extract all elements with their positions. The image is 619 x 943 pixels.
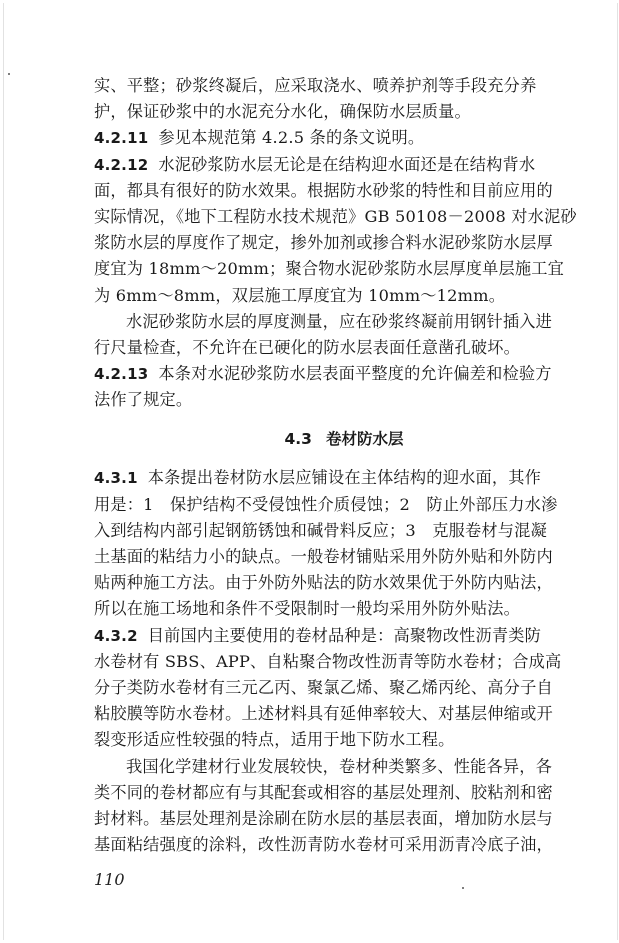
clause-number: 4.2.11: [94, 129, 149, 148]
text-line: [94, 806, 594, 832]
text-line: [94, 544, 594, 570]
text-line: [94, 570, 594, 596]
page-body: [94, 73, 594, 858]
line-text: 水泥砂浆防水层无论是在结构迎水面还是在结构背水: [158, 154, 536, 174]
line-text: 度宜为 18mm～20mm；聚合物水泥砂浆防水层厚度单层施工宜: [94, 259, 565, 279]
section-heading: [94, 413, 594, 465]
line-text: 贴两种施工方法。由于外防外贴法的防水效果优于外防内贴法，: [94, 573, 553, 593]
line-text: 为 6mm～8mm，双层施工厚度宜为 10mm～12mm。: [94, 285, 506, 305]
line-text: 土基面的粘结力小的缺点。一般卷材铺贴采用外防外贴和外防内: [94, 547, 553, 566]
line-text: 裂变形适应性较强的特点，适用于地下防水工程。: [94, 730, 455, 750]
text-line: [94, 596, 594, 622]
clause-line: [94, 152, 594, 178]
line-text: 目前国内主要使用的卷材品种是：高聚物改性沥青类防: [147, 625, 542, 645]
line-text: 护，保证砂浆中的水泥充分水化，确保防水层质量。: [94, 102, 471, 122]
line-text: 入到结构内部引起钢筋锈蚀和碱骨料反应；3 克服卷材与混凝: [94, 520, 547, 540]
line-text: 行尺量检查，不允许在已硬化的防水层表面任意凿孔破坏。: [94, 337, 521, 357]
line-text: 参见本规范第 4.2.5 条的条文说明。: [158, 128, 425, 148]
scan-speck: [8, 73, 10, 75]
text-block-4-2: [94, 73, 594, 413]
text-line: [94, 649, 594, 675]
clause-number: 4.3.2: [94, 626, 138, 645]
text-line: [94, 701, 594, 727]
section-number: 4.3: [284, 430, 312, 449]
text-line: [94, 73, 594, 99]
line-text: 水泥砂浆防水层的厚度测量，应在砂浆终凝前用钢针插入进: [126, 311, 553, 331]
text-line: [94, 283, 594, 309]
line-text: 浆防水层的厚度作了规定，掺外加剂或掺合料水泥砂浆防水层厚: [94, 233, 553, 253]
text-line: [94, 675, 594, 701]
line-text: 用是：1 保护结构不受侵蚀性介质侵蚀；2 防止外部压力水渗: [94, 494, 558, 514]
line-text: 实、平整；砂浆终凝后，应采取浇水、喷养护剂等手段充分养: [94, 76, 537, 95]
clause-line: [94, 623, 594, 649]
line-text: 分子类防水卷材有三元乙丙、聚氯乙烯、聚乙烯丙纶、高分子自: [94, 677, 553, 697]
clause-line: [94, 465, 594, 491]
section-title-text: 卷材防水层: [325, 430, 404, 449]
text-line: [94, 754, 594, 780]
scan-speck: [462, 887, 464, 889]
line-text: 法作了规定。: [94, 390, 193, 410]
text-line: [94, 178, 594, 204]
text-line: [94, 518, 594, 544]
clause-line: [94, 361, 594, 387]
text-line: [94, 387, 594, 413]
line-text: 所以在施工场地和条件不受限制时一般均采用外防外贴法。: [94, 599, 521, 619]
line-text: 本条对水泥砂浆防水层表面平整度的允许偏差和检验方: [158, 364, 552, 384]
clause-number: 4.2.12: [94, 155, 149, 174]
text-block-4-3: [94, 465, 594, 858]
text-line: [94, 256, 594, 282]
line-text: 水卷材有 SBS、APP、自粘聚合物改性沥青等防水卷材；合成高: [94, 651, 562, 671]
text-line: [94, 309, 594, 335]
line-text: 基面粘结强度的涂料，改性沥青防水卷材可采用沥青冷底子油，: [94, 835, 553, 855]
line-text: 实际情况，《地下工程防水技术规范》GB 50108－2008 对水泥砂: [94, 206, 577, 226]
text-line: [94, 832, 594, 858]
document-page: [3, 3, 618, 940]
text-line: [94, 204, 594, 230]
text-line: [94, 230, 594, 256]
text-line: [94, 335, 594, 361]
clause-number: 4.3.1: [94, 469, 138, 488]
line-text: 粘胶膜等防水卷材。上述材料具有延伸率较大、对基层伸缩或开: [94, 704, 553, 724]
clause-number: 4.2.13: [94, 365, 149, 384]
text-line: [94, 99, 594, 125]
line-text: 封材料。基层处理剂是涂刷在防水层的基层表面，增加防水层与: [94, 808, 553, 828]
clause-line: [94, 125, 594, 151]
text-line: [94, 727, 594, 753]
line-text: 类不同的卷材都应有与其配套或相容的基层处理剂、胶粘剂和密: [94, 782, 553, 802]
text-line: [94, 492, 594, 518]
line-text: 本条提出卷材防水层应铺设在主体结构的迎水面，其作: [147, 468, 542, 488]
line-text: 面，都具有很好的防水效果。根据防水砂浆的特性和目前应用的: [94, 180, 553, 200]
text-line: [94, 780, 594, 806]
line-text: 我国化学建材行业发展较快，卷材种类繁多、性能各异，各: [126, 756, 553, 776]
page-number: 110: [94, 870, 125, 889]
